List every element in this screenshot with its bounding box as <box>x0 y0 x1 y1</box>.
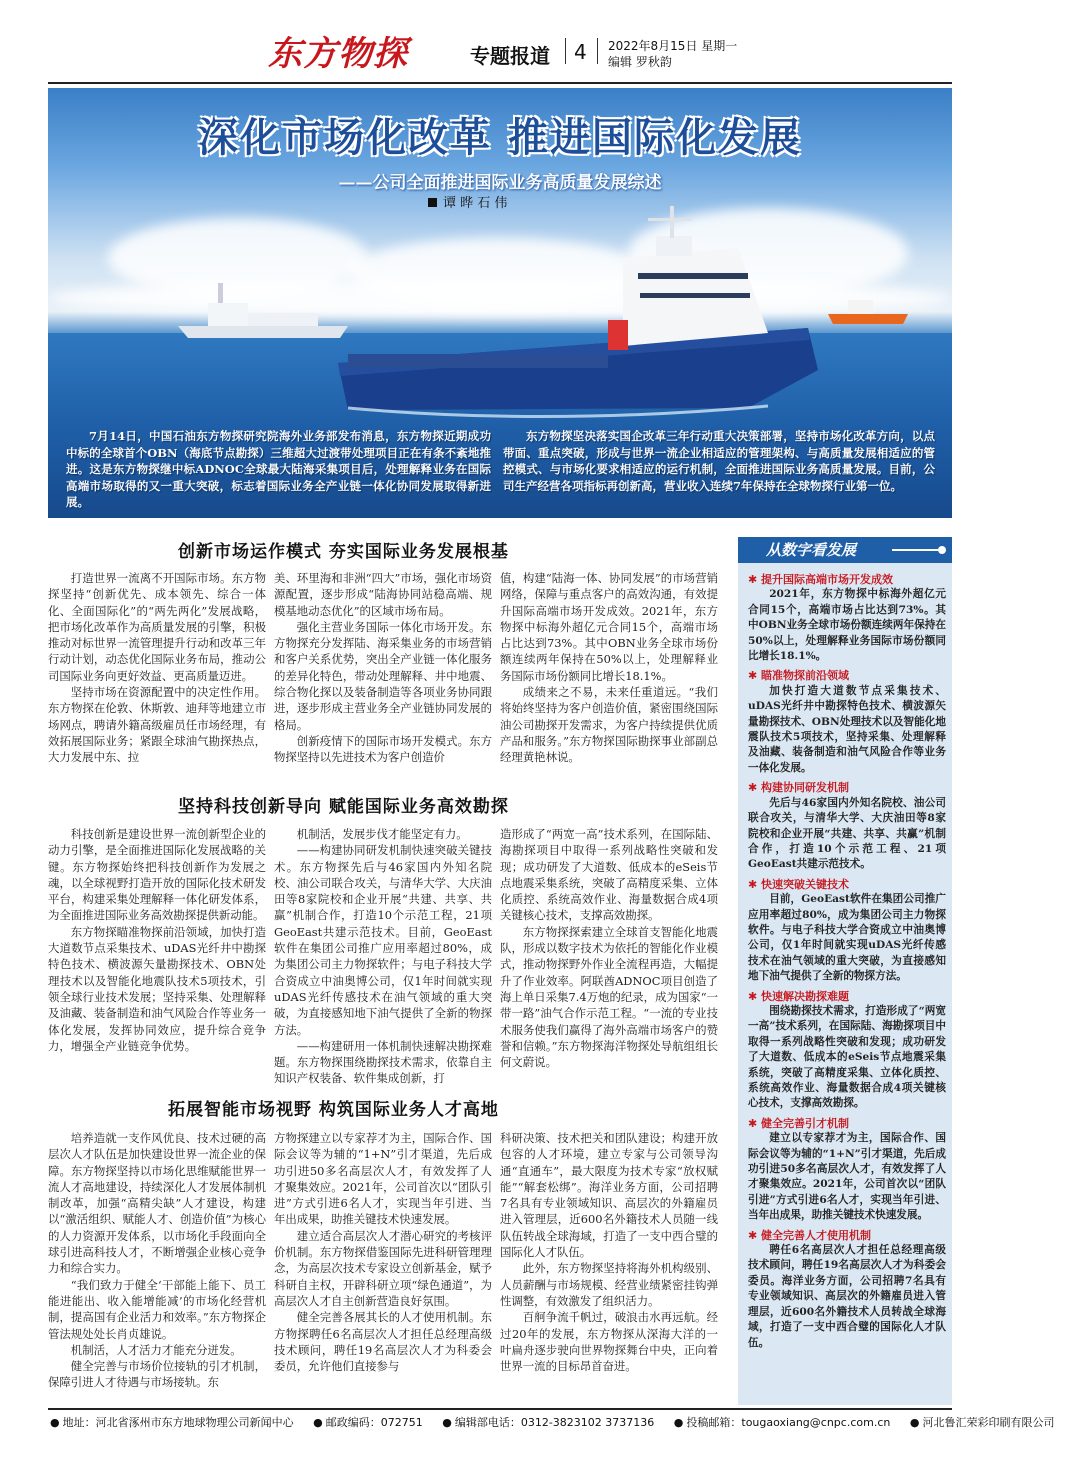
sidebar-item-title: ✱ 快速解决勘探难题 <box>748 989 946 1004</box>
sidebar-item-title: ✱ 提升国际高端市场开发成效 <box>748 572 946 587</box>
article-column <box>274 826 492 1087</box>
sidebar-item-text: 建立以专家荐才为主，国际合作、国际会议等为辅的“1+N”引才渠道，先后成功引进50多名高层次人才，有效发挥了人才聚集效应。2021年，公司首次以“团队引进”方式引进6名人才，实现当年引进、当年出成果，助推关键技术快速发展。 <box>748 1132 946 1222</box>
hero-subtitle: ——公司全面推进国际业务高质量发展综述 <box>338 173 662 193</box>
section-name: 专题报道 <box>470 44 550 68</box>
footer <box>50 1414 1055 1430</box>
paragraph: 健全完善与市场价位接轨的引才机制，保障引进人才待遇与市场接轨。东 <box>48 1359 266 1390</box>
article-column <box>274 570 492 766</box>
masthead-rule <box>48 82 952 84</box>
paragraph: 东方物探探索建立全球首支智能化地震队，形成以数字技术为依托的智能化作业模式，推动物探野外作业全流程再造，大幅提升了作业效率。阿联酋ADNOC项目创造了海上单日采集7.4万炮的纪录，成为国家“一带一路”油气合作示范工程。“一流的专业技术服务使我们赢得了海外高端市场客户的赞誉和信赖。”东方物探海洋物探处导航组组长何文蔚说。 <box>500 924 718 1070</box>
paragraph: 创新疫情下的国际市场开发模式。东方物探坚持以先进技术为客户创造价 <box>274 733 492 765</box>
footer-printer: ● 河北鲁汇荣彩印刷有限公司 <box>910 1416 1055 1429</box>
sidebar-item <box>748 780 946 872</box>
paragraph: ——构建研用一体机制快速解决勘探难题。东方物探围绕勘探技术需求，依靠自主知识产权装备、软件集成创新，打 <box>274 1038 492 1086</box>
article-column <box>48 570 266 766</box>
article-column <box>500 826 718 1070</box>
article-column <box>500 1130 718 1374</box>
paragraph: 科技创新是建设世界一流创新型企业的动力引擎，是全面推进国际化发展战略的关键。东方物探始终把科技创新作为发展之魂，以全球视野打造开放的国际化技术研发平台，构建采集处理解释一体化研发体系，为全面推进国际业务高效勘探提供新动能。 <box>48 827 266 923</box>
paragraph: 科研决策、技术把关和团队建设；构建开放包容的人才环境，建立专家与公司领导沟通“直通车”，最大限度为技术专家“放权赋能”“解套松绑”。海洋业务方面，公司招聘7名具有专业领域知识、高层次的外籍雇员进入管理层，近600名外籍技术人员随一线队伍转战全球海域，打造了一支中西合璧的国际化人才队伍。 <box>500 1131 718 1260</box>
article-column <box>500 570 718 766</box>
hero-caption-right: 东方物探坚决落实国企改革三年行动重大决策部署，坚持市场化改革方向，以点带面、重点突破，形成与世界一流企业相适应的管理架构、与高质量发展相适应的管控模式、与市场化要求相适应的运行机制，全面推进国际业务高质量发展。目前，公司生产经营各项指标再创新高，营业收入连续7年保持在全球物探行业第一位。 <box>503 429 935 493</box>
sidebar-item-text: 先后与46家国内外知名院校、油公司联合攻关，与清华大学、大庆油田等8家院校和企业开展“共建、共享、共赢”机制合作，打造10个示范工程、21项GeoEast共建示范技术。 <box>748 796 946 871</box>
masthead <box>0 0 1000 86</box>
sidebar-body <box>748 572 946 1355</box>
paragraph: 强化主营业务国际一体化市场开发。东方物探充分发挥陆、海采集业务的市场营销和客户关系优势，突出全产业链一体化服务的差异化特色，带动处理解释、井中地震、综合物化探以及装备制造等各项业务协同跟进，逐步形成主营业务全产业链协同发展的格局。 <box>274 619 492 732</box>
divider <box>565 38 566 64</box>
paragraph: 此外，东方物探坚持将海外机构级别、人员薪酬与市场规模、经营业绩紧密挂钩弹性调整，有效激发了组织活力。 <box>500 1261 718 1308</box>
paragraph: 美、环里海和非洲“四大”市场，强化市场资源配置，逐步形成“陆海协同站稳高端、规模基地动态优化”的区域市场布局。 <box>274 571 492 618</box>
paragraph: 坚持市场在资源配置中的决定性作用。东方物探在伦敦、休斯敦、迪拜等地建立市场网点，聘请外籍高级雇员任市场经理，有效拓展国际业务；紧跟全球油气勘探热点，大力发展中东、拉 <box>48 685 266 765</box>
article-column <box>274 1130 492 1374</box>
paragraph: 健全完善各展其长的人才使用机制。东方物探聘任6名高层次人才担任总经理高级技术顾问，聘任19名高层次人才为科委会委员，允许他们直接参与 <box>274 1310 492 1374</box>
paragraph: 方物探建立以专家荐才为主，国际合作、国际会议等为辅的“1+N”引才渠道，先后成功引进50多名高层次人才，有效发挥了人才聚集效应。2021年，公司首次以“团队引进”方式引进6名人才，实现当年引进、当年出成果，助推关键技术快速发展。 <box>274 1131 492 1227</box>
paragraph: ——构建协同研发机制快速突破关键技术。东方物探先后与46家国内外知名院校、油公司联合攻关，与清华大学、大庆油田等8家院校和企业开展“共建、共享、共赢”机制合作，打造10个示范工程，21项GeoEast共建示范技术。目前，GeoEast软件在集团公司推广应用率超过80%，成为集团公司主力物探软件；与电子科技大学合资成立中油奥博公司，仅1年时间就实现uDAS光纤传感技术在油气领域的重大突破，为直接感知地下油气提供了全新的物探方法。 <box>274 843 492 1037</box>
issue-date: 2022年8月15日 星期一 <box>608 39 738 53</box>
footer-phone: ● 编辑部电话：0312-3823102 3737136 <box>442 1416 654 1429</box>
paragraph: 成绩来之不易，未来任重道远。“我们将始终坚持为客户创造价值，紧密围绕国际油公司勘探开发需求，为客户持续提供优质产品和服务。”东方物探国际勘探事业部副总经理黄艳林说。 <box>500 685 718 765</box>
sidebar-item-text: 2021年，东方物探中标海外超亿元合同15个，高端市场占比达到73%。其中OBN业务全球市场份额连续两年保持在50%以上，处理解释业务国际市场份额同比增长18.1%。 <box>748 588 946 663</box>
sidebar-item-text: 目前，GeoEast软件在集团公司推广应用率超过80%，成为集团公司主力物探软件。与电子科技大学合资成立中油奥博公司，仅1年时间就实现uDAS光纤传感技术在油气领域的重大突破，为直接感知地下油气提供了全新的物探方法。 <box>748 893 946 983</box>
sidebar-item <box>748 877 946 985</box>
paragraph: 机制活，发展步伐才能坚定有力。 <box>296 827 468 841</box>
sidebar-item <box>748 1228 946 1351</box>
paragraph: 建立适合高层次人才潜心研究的考核评价机制。东方物探借鉴国际先进科研管理理念，为高层次技术专家设立创新基金，赋予科研自主权，开辟科研立项“绿色通道”，为高层次人才自主创新营造良好氛围。 <box>274 1228 492 1308</box>
paragraph: 打造世界一流离不开国际市场。东方物探坚持“创新优先、成本领先、综合一体化、全面国际化”的“两先两化”发展战略，把市场化改革作为高质量发展的引擎，积极推动对标世界一流管理提升行动和改革三年行动计划，动态优化国际业务布局，推动公司国际业务向更好效益、更高质量迈进。 <box>48 571 266 683</box>
sidebar-item-title: ✱ 健全完善引才机制 <box>748 1116 946 1131</box>
paragraph: 培养造就一支作风优良、技术过硬的高层次人才队伍是加快建设世界一流企业的保障。东方物探坚持以市场化思维赋能世界一流人才高地建设，持续深化人才发展体制机制改革，加强“高精尖缺”人才建设，构建以“激活组织、赋能人才、创造价值”为核心的人力资源开发体系，以市场化手段面向全球引进高科技人才，不断增强企业核心竞争力和综合实力。 <box>48 1131 266 1276</box>
footer-postcode: ● 邮政编码：072751 <box>313 1416 423 1429</box>
paragraph: “我们致力于健全‘干部能上能下、员工能进能出、收入能增能减’的市场化经营机制，提高国有企业活力和效率。”东方物探企管法规处处长肖贞雄说。 <box>48 1277 266 1341</box>
author-byline: 谭 晔 石 伟 <box>428 192 507 211</box>
page-number: 4 <box>574 40 587 64</box>
footer-email: ● 投稿邮箱：tougaoxiang@cnpc.com.cn <box>674 1416 891 1429</box>
paragraph: 机制活，人才活力才能充分迸发。 <box>70 1342 242 1357</box>
sidebar-item-title: ✱ 快速突破关键技术 <box>748 877 946 892</box>
sidebar-item-title: ✱ 瞄准物探前沿领域 <box>748 668 946 683</box>
section-headline: 创新市场运作模式 夯实国际业务发展根基 <box>178 542 509 562</box>
sidebar-item-title: ✱ 构建协同研发机制 <box>748 780 946 795</box>
footer-address: ● 地址：河北省涿州市东方地球物理公司新闻中心 <box>50 1416 294 1429</box>
sidebar-item <box>748 572 946 664</box>
sidebar-item <box>748 668 946 776</box>
sidebar-item <box>748 1116 946 1224</box>
sidebar-item-text: 围绕勘探技术需求，打造形成了“两宽一高”技术系列，在国际陆、海勘探项目中取得一系列战略性突破和发现；成功研发了大道数、低成本的eSeis节点地震采集系统，突破了高精度采集、立体化质控、系统高效作业、海量数据合成4项关键核心技术，支撑高效勘探。 <box>748 1004 946 1110</box>
decorative-line <box>892 549 942 551</box>
editor-name: 编辑 罗秋韵 <box>608 55 672 69</box>
sidebar-title: 从数字看发展 <box>766 541 857 559</box>
main-ship-icon <box>338 206 818 410</box>
sidebar-item-text: 聘任6名高层次人才担任总经理高级技术顾问，聘任19名高层次人才为科委会委员。海洋业务方面，公司招聘7名具有专业领域知识、高层次的外籍雇员进入管理层，近600名外籍技术人员转战全球海域，打造了一支中西合璧的国际化人才队伍。 <box>748 1244 946 1349</box>
supply-ship-icon <box>828 300 908 324</box>
sidebar-item <box>748 989 946 1112</box>
decorative-dot-icon <box>938 546 946 554</box>
sidebar-item-title: ✱ 健全完善人才使用机制 <box>748 1228 946 1243</box>
survey-ship-icon <box>178 283 348 338</box>
hero-title: 深化市场化改革 推进国际化发展 <box>198 115 802 161</box>
issue-info <box>608 38 737 70</box>
paragraph: 东方物探瞄准物探前沿领域，加快打造大道数节点采集技术、uDAS光纤井中勘探特色技术、横波源矢量勘探技术、OBN处理技术以及智能化地震队技术5项技术，引领全球行业技术发展；坚持采集、处理解释及油藏、装备制造和油气风险合作等业务一体化发展，发挥协同效应，提升综合竞争力，增强全产业链竞争优势。 <box>48 924 266 1053</box>
hero-caption-left: 7月14日，中国石油东方物探研究院海外业务部发布消息，东方物探近期成功中标的全球首个OBN（海底节点勘探）三维超大过渡带处理项目正在有条不紊地推进。这是东方物探继中标ADNOC全球最大陆海采集项目后，处理解释业务在国际高端市场取得的又一重大突破，标志着国际业务全产业链一体化协同发展取得新进展。 <box>66 429 491 509</box>
paragraph: 值，构建“陆海一体、协同发展”的市场营销网络，保障与重点客户的高效沟通，有效提升国际高端市场开发成效。2021年，东方物探中标海外超亿元合同15个，高端市场占比达到73%。其中OBN业务全球市场份额连续两年保持在50%以上，处理解释业务国际市场份额同比增长18.1%。 <box>500 571 718 683</box>
section-headline: 坚持科技创新导向 赋能国际业务高效勘探 <box>178 797 509 817</box>
newspaper-logo: 东方物探 <box>268 34 408 74</box>
paragraph: 百舸争流千帆过，破浪击水再远航。经过20年的发展，东方物探从深海大洋的一叶扁舟逐步驶向世界物探舞台中央，正向着世界一流的目标昂首奋进。 <box>500 1310 718 1374</box>
article-column <box>48 826 266 1054</box>
paragraph: 造形成了“两宽一高”技术系列，在国际陆、海勘探项目中取得一系列战略性突破和发现；成功研发了大道数、低成本的eSeis节点地震采集系统，突破了高精度采集、立体化质控、系统高效作业、海量数据合成4项关键核心技术，支撑高效勘探。 <box>500 827 718 923</box>
hero-photo <box>48 88 952 518</box>
divider <box>597 38 598 64</box>
footer-rule <box>48 1408 952 1410</box>
article-column <box>48 1130 266 1391</box>
sidebar-item-text: 加快打造大道数节点采集技术、uDAS光纤井中勘探特色技术、横波源矢量勘探技术、OBN处理技术以及智能化地震队技术5项技术，坚持采集、处理解释及油藏、装备制造和油气风险合作等业务一体化发展。 <box>748 684 946 774</box>
section-headline: 拓展智能市场视野 构筑国际业务人才高地 <box>168 1100 499 1120</box>
